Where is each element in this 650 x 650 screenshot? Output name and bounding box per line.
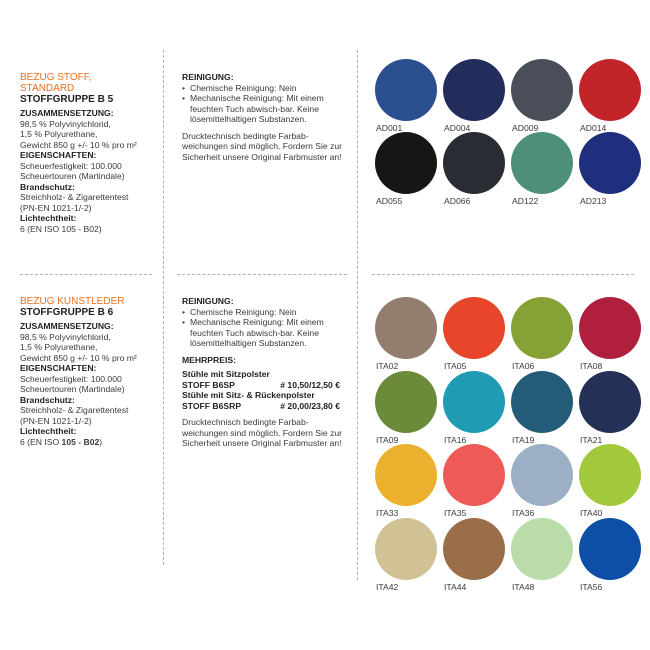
swatch-code: ITA42: [376, 581, 399, 592]
swatch-ita44: [443, 518, 505, 580]
swatch-ad055: [375, 132, 437, 194]
divider-vertical-right: [357, 50, 358, 580]
fabric-spec-column: [20, 72, 160, 234]
swatch-code: ITA35: [444, 508, 467, 518]
swatch-code: ITA40: [580, 508, 603, 518]
swatch-code: ITA56: [580, 581, 603, 592]
leather-surcharge-2-row: [182, 401, 340, 412]
leather-light-post: ): [99, 436, 103, 447]
swatch-code: AD001: [376, 123, 403, 133]
swatch-code: ITA36: [512, 508, 535, 518]
swatch-code: AD014: [580, 123, 607, 133]
leather-surcharge-label: MEHRPREIS:: [182, 354, 236, 365]
swatch-code: ITA06: [512, 361, 535, 371]
fabric-cleaning-2: • Mechanische Reinigung: Mit einem feuchten Tuch abwisch-bar. Keine lösemittelhaltigen Substanzen.: [182, 93, 344, 125]
fabric-note: Drucktechnisch bedingte Farbab-weichungen sind möglich. Fordern Sie zur Sicherheit unsere Original Farbmuster an!: [182, 130, 343, 162]
swatch-code: AD009: [512, 123, 539, 133]
swatch-ita35: [443, 444, 505, 506]
fabric-title-line1: BEZUG STOFF,: [20, 72, 92, 83]
swatch-code: ITA19: [512, 434, 535, 445]
fabric-light-label: Lichtechtheit:: [20, 213, 77, 223]
leather-spec-column: [20, 296, 160, 447]
swatch-code: AD122: [512, 196, 539, 206]
leather-composition-label: ZUSAMMENSETZUNG:: [20, 321, 114, 331]
fabric-title-line2: STANDARD: [20, 83, 75, 94]
swatch-ad213: [579, 132, 641, 194]
swatch-ita56: [579, 518, 641, 580]
swatch-ad004: [443, 59, 505, 121]
leather-section-title: BEZUG KUNSTLEDER: [20, 296, 125, 307]
swatch-ad122: [511, 132, 573, 194]
swatch-code: ITA48: [512, 581, 535, 592]
swatch-ita33: [375, 444, 437, 506]
leather-fire-label: Brandschutz:: [20, 394, 75, 405]
swatch-ita40: [579, 444, 641, 506]
swatch-code: AD004: [444, 123, 471, 133]
swatch-ita08: [579, 297, 641, 359]
swatch-code: ITA44: [444, 581, 467, 592]
leather-light-label: Lichtechtheit:: [20, 426, 77, 436]
leather-surcharge-2-price: # 20,00/23,80 €: [280, 400, 340, 411]
swatch-code: AD066: [444, 196, 471, 206]
swatch-ita05: [443, 297, 505, 359]
fabric-fire: Streichholz- & Zigarettentest (PN-EN 1021-1/-2): [20, 192, 129, 213]
leather-group: STOFFGRUPPE B 6: [20, 307, 114, 318]
swatch-ita02: [375, 297, 437, 359]
leather-cleaning-label: REINIGUNG:: [182, 296, 234, 306]
leather-surcharge-1-row: [182, 380, 340, 391]
divider-vertical-left: [163, 50, 164, 565]
swatch-code: ITA05: [444, 361, 467, 371]
swatch-ita48: [511, 518, 573, 580]
leather-surcharge-1-code: STOFF B6SP: [182, 379, 235, 390]
leather-surcharge-2-title: Stühle mit Sitz- & Rückenpolster: [182, 390, 315, 400]
swatch-code: ITA08: [580, 361, 603, 371]
fabric-fire-label: Brandschutz:: [20, 181, 75, 192]
swatch-code: ITA21: [580, 434, 603, 445]
swatch-code: ITA33: [376, 508, 399, 518]
divider-horizontal-middle: [177, 274, 347, 275]
leather-light-pre: 6 (EN ISO: [20, 436, 62, 447]
swatch-ad014: [579, 59, 641, 121]
leather-note: Drucktechnisch bedingte Farbab-weichungen sind möglich. Fordern Sie zur Sicherheit unsere Original Farbmuster an!: [182, 417, 343, 448]
leather-composition: 98,5 % Polyvinylchlorid, 1,5 % Polyurethane, Gewicht 850 g +/- 10 % pro m²: [20, 331, 137, 363]
fabric-light: 6 (EN ISO 105 - B02): [20, 223, 102, 234]
swatch-ad009: [511, 59, 573, 121]
fabric-group: STOFFGRUPPE B 5: [20, 94, 114, 105]
swatch-code: ITA09: [376, 434, 399, 445]
leather-care-column: [182, 296, 344, 449]
leather-cleaning-2: • Mechanische Reinigung: Mit einem feuchten Tuch abwisch-bar. Keine lösemittelhaltigen Substanzen.: [182, 317, 344, 349]
divider-horizontal-right: [372, 274, 634, 275]
divider-horizontal-left: [20, 274, 152, 275]
swatch-code: ITA02: [376, 361, 399, 371]
swatch-ita09: [375, 371, 437, 433]
leather-surcharge-1-title: Stühle mit Sitzpolster: [182, 369, 270, 379]
leather-fire: Streichholz- & Zigarettentest (PN-EN 1021-1/-2): [20, 405, 129, 426]
leather-properties-label: EIGENSCHAFTEN:: [20, 363, 97, 373]
leather-light: [20, 437, 160, 448]
fabric-section-title: [20, 72, 160, 94]
swatch-code: AD055: [376, 196, 403, 206]
swatch-ita21: [579, 371, 641, 433]
fabric-cleaning-1: • Chemische Reinigung: Nein: [182, 83, 344, 94]
swatch-ad066: [443, 132, 505, 194]
leather-surcharge-1-price: # 10,50/12,50 €: [280, 379, 340, 390]
fabric-composition: 98,5 % Polyvinylchlorid, 1,5 % Polyurethane, Gewicht 850 g +/- 10 % pro m²: [20, 118, 137, 150]
leather-surcharge-2-code: STOFF B6SRP: [182, 400, 242, 411]
swatch-ita42: [375, 518, 437, 580]
swatch-ita36: [511, 444, 573, 506]
fabric-properties: Scheuerfestigkeit: 100.000 Scheuertouren (Martindale): [20, 160, 125, 181]
swatch-code: ITA16: [444, 434, 467, 445]
swatch-ita16: [443, 371, 505, 433]
leather-cleaning-1: • Chemische Reinigung: Nein: [182, 307, 344, 318]
swatch-code: AD213: [580, 196, 607, 206]
fabric-care-column: [182, 72, 344, 162]
leather-light-bold: 105 - B02: [61, 436, 100, 447]
leather-properties: Scheuerfestigkeit: 100.000 Scheuertouren (Martindale): [20, 373, 125, 394]
fabric-properties-label: EIGENSCHAFTEN:: [20, 150, 97, 160]
swatch-ita06: [511, 297, 573, 359]
swatch-ad001: [375, 59, 437, 121]
swatch-ita19: [511, 371, 573, 433]
fabric-cleaning-label: REINIGUNG:: [182, 72, 234, 82]
fabric-composition-label: ZUSAMMENSETZUNG:: [20, 108, 114, 118]
